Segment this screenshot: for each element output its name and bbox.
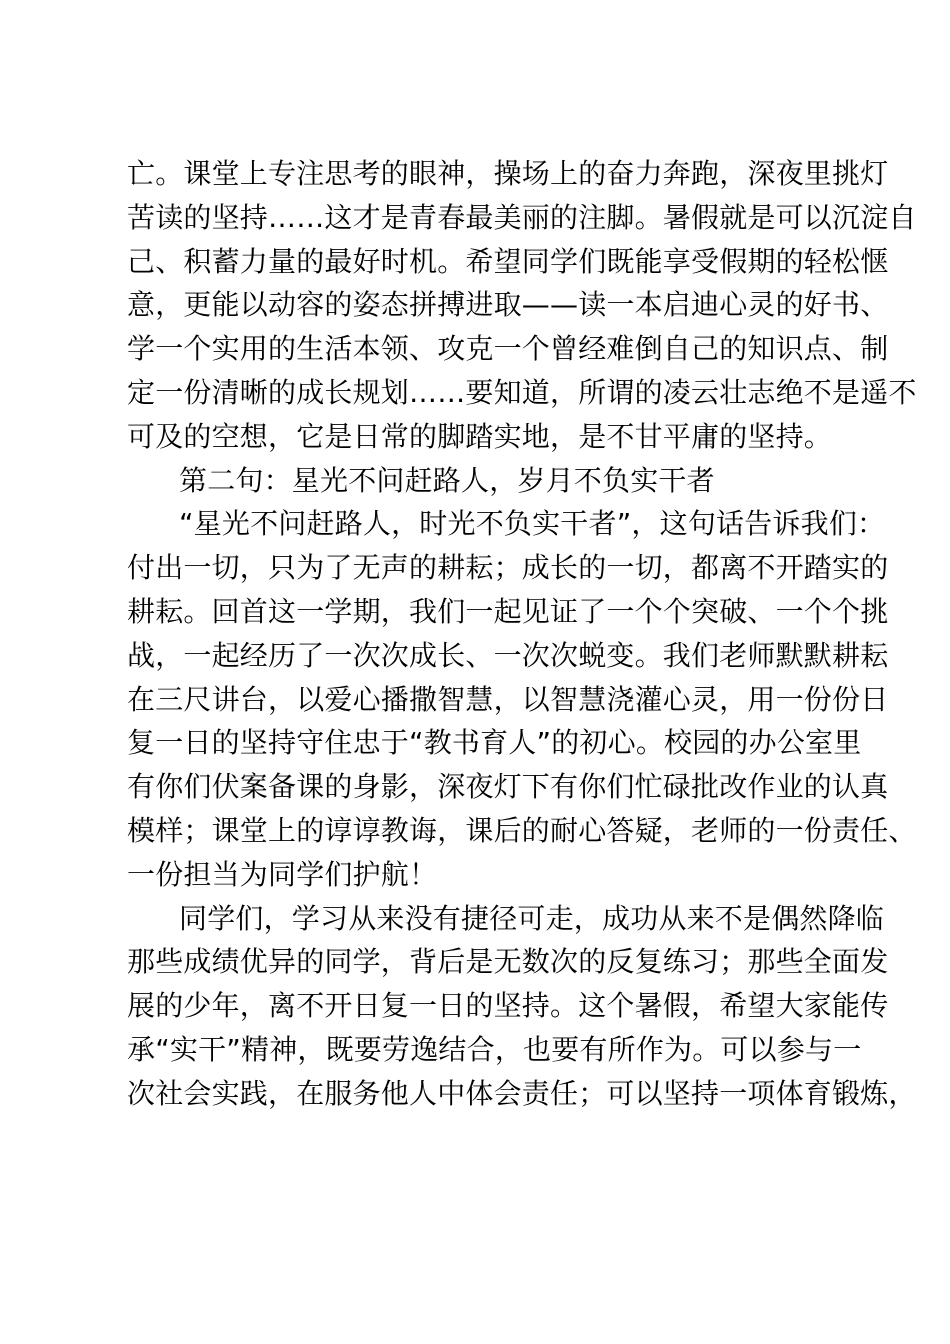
text-line: 定一份清晰的成长规划……要知道，所谓的凌云壮志绝不是遥不 — [127, 375, 917, 409]
section-heading: 第二句：星光不问赶路人，岁月不负实干者 — [179, 463, 715, 497]
text-line: 复一日的坚持守住忠于“教书育人”的初心。校园的办公室里 — [127, 726, 862, 760]
text-line: 苦读的坚持……这才是青春最美丽的注脚。暑假就是可以沉淀自 — [127, 200, 917, 234]
text-line: 次社会实践，在服务他人中体会责任；可以坚持一项体育锻炼， — [127, 1076, 917, 1110]
text-line: 耕耘。回首这一学期，我们一起见证了一个个突破、一个个挑 — [127, 594, 889, 628]
text-line: 展的少年，离不开日复一日的坚持。这个暑假，希望大家能传 — [127, 989, 889, 1023]
text-line: 那些成绩优异的同学，背后是无数次的反复练习；那些全面发 — [127, 945, 889, 979]
text-line: 学一个实用的生活本领、攻克一个曾经难倒自己的知识点、制 — [127, 332, 889, 366]
text-line: 亡。课堂上专注思考的眼神，操场上的奋力奔跑，深夜里挑灯 — [127, 157, 889, 190]
paragraph-start-line: “星光不问赶路人，时光不负实干者”，这句话告诉我们： — [179, 507, 886, 541]
text-line: 付出一切，只为了无声的耕耘；成长的一切，都离不开踏实的 — [127, 551, 889, 585]
text-line: 有你们伏案备课的身影，深夜灯下有你们忙碌批改作业的认真 — [127, 770, 889, 804]
paragraph-start-line: 同学们，学习从来没有捷径可走，成功从来不是偶然降临 — [179, 901, 885, 935]
text-line: 意，更能以动容的姿态拼搏进取——读一本启迪心灵的好书、 — [127, 288, 889, 322]
text-line: 己、积蓄力量的最好时机。希望同学们既能享受假期的轻松惬 — [127, 244, 889, 278]
text-line: 可及的空想，它是日常的脚踏实地，是不甘平庸的坚持。 — [127, 419, 833, 453]
text-line: 在三尺讲台，以爱心播撒智慧，以智慧浇灌心灵，用一份份日 — [127, 682, 889, 716]
text-line: 承“实干”精神，既要劳逸结合，也要有所作为。可以参与一 — [127, 1032, 862, 1066]
text-line: 一份担当为同学们护航！ — [127, 857, 438, 891]
text-line: 模样；课堂上的谆谆教诲，课后的耐心答疑，老师的一份责任、 — [127, 813, 917, 847]
body-text — [127, 152, 917, 1116]
text-line: 战，一起经历了一次次成长、一次次蜕变。我们老师默默耕耘 — [127, 638, 889, 672]
